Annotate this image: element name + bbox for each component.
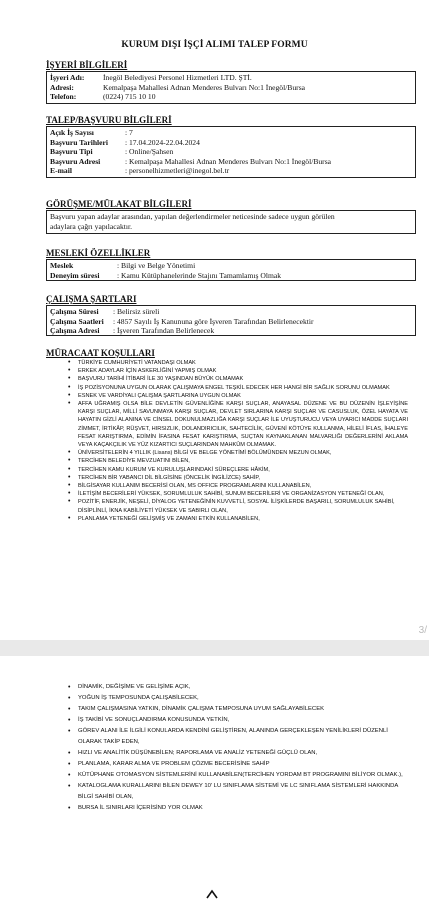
list-item: • TERCİHEN BELEDİYE MEVZUATINI BİLEN, [78,457,408,465]
list-item: • BURSA İL SINIRLARI İÇERİSİND YOR OLMAK [78,803,408,814]
page-number: 3/ [418,625,427,636]
list-item: • PLANLAMA, KARAR ALMA VE PROBLEM ÇÖZME BECERİSİNE SAHİP [78,759,408,770]
meslek-row: Deneyim süresi : Kamu Kütüphanelerinde Stajını Tamamlamış Olmak [50,270,282,280]
document-page-2 [0,656,429,900]
talep-box [46,126,416,178]
page-title: KURUM DIŞI İŞÇİ ALIMI TALEP FORMU [121,40,308,50]
list-item: • İLETİŞİM BECERİLERİ YÜKSEK, SORUMLULUK SAHİBİ, SUNUM BECERİLERİ VE ORGANİZASYON YETENEĞİ OLAN, [78,490,408,498]
calisma-box [46,305,416,336]
list-item: • İŞ TAKİBİ VE SONUÇLANDIRMA KONUSUNDA YETKİN, [78,715,408,726]
talep-row: Başvuru Adresi : Kemalpaşa Mahallesi Adnan Menderes Bulvarı No:1 İnegöl/Bursa [50,156,332,166]
section-heading-gorusme: GÖRÜŞME/MÜLAKAT BİLGİLERİ [46,199,192,209]
list-item: • KATALOGLAMA KURALLARINI BİLEN DEWEY 10' LU SINIFLAMA SİSTEMİ VE LC SINIFLAMA SİSTEMLERİ HAKKINDA BİLGİ SAHİBİ OLAN, [78,781,408,803]
talep-row: Başvuru Tipi : Online/Şahsen [50,147,174,156]
list-item: • TAKIM ÇALIŞMASINA YATKIN, DİNAMİK ÇALIŞMA TEMPOSUNA UYUM SAĞLAYABİLECEK [78,704,408,715]
list-item: • ESNEK VE VARDİYALI ÇALIŞMA ŞARTLARINA UYGUN OLMAK [78,392,408,400]
section-heading-meslek: MESLEKİ ÖZELLİKLER [46,248,151,258]
calisma-row: Çalışma Süresi : Belirsiz süreli [50,307,160,316]
calisma-row: Çalışma Adresi : İşveren Tarafından Belirlenecek [50,326,215,335]
list-item: • DİNAMİK, DEĞİŞİME VE GELİŞİME AÇIK, [78,682,408,693]
list-item: • BİLGİSAYAR KULLANIM BECERİSİ OLAN, MS OFFICE PROGRAMLARINI KULLANABİLEN, [78,482,408,490]
list-item: • KÜTÜPHANE OTOMASYON SİSTEMLERİNİ KULLANABİLEN(TERCİHEN YORDAM BT PROGRAMINI BİLİYOR OLMAK.), [78,770,408,781]
list-item: • HIZLI VE ANALİTİK DÜŞÜNEBİLEN; RAPORLAMA VE ANALİZ YETENEĞİ GÜÇLÜ OLAN, [78,748,408,759]
section-heading-muracaat: MÜRACAAT KOŞULLARI [46,348,155,358]
list-item: • PLANLAMA YETENEĞİ GELİŞMİŞ VE ZAMANI ETKİN KULLANABİLEN, [78,515,408,523]
list-item: • BAŞVURU TARİHİ İTİBARİ İLE 30 YAŞINDAN BÜYÜK OLMAMAK [78,375,408,383]
section-heading-isyeri: İŞYERİ BİLGİLERİ [46,60,128,70]
talep-row: Başvuru Tarihleri : 17.04.2024-22.04.2024 [50,137,200,147]
muracaat-list [78,359,408,523]
isyeri-row: Adresi: Kemalpaşa Mahallesi Adnan Menderes Bulvarı No:1 İnegöl/Bursa [50,82,306,92]
section-heading-calisma: ÇALIŞMA ŞARTLARI [46,294,137,304]
talep-row: E-mail : personelhizmetleri@inegol.bel.tr [50,166,230,175]
list-item: • GÖREV ALANI İLE İLGİLİ KONULARDA KENDİNİ GELİŞTİREN, ALANINDA GERÇEKLEŞEN YENİLİKLERİ DÜZENLİ OLARAK TAKİP EDEN, [78,726,408,748]
list-item: • POZİTİF, ENERJİK, NEŞELİ, DİYALOG YETENEĞİNİN KUVVETLİ, SOSYAL İLİŞKİLERDE BAŞARILI, SORUMLULUK SAHİBİ, DİSİPLİNLİ, İKNA KABİLİYETİ YÜKSEK VE SABIRLI OLAN, [78,498,408,514]
meslek-box [46,259,416,281]
talep-row: Açık İş Sayısı : 7 [50,128,133,137]
list-item: • ÜNİVERSİTELERİN 4 YILLIK (Lisans) BİLGİ VE BELGE YÖNETİMİ BÖLÜMÜNDEN MEZUN OLMAK, [78,449,408,457]
list-item: • AFFA UĞRAMIŞ OLSA BİLE DEVLETİN GÜVENLİĞİNE KARŞI SUÇLAR, ANAYASAL DÜZENE VE BU DÜZENİN İŞLEYİŞİNE KARŞI SUÇLAR, MİLLİ SAVUNMAYA KARŞI SUÇLAR, DEVLET SIRLARINA KARŞI SUÇLAR VE CASUSLUK, ÖZEL HAYATA VE HAYATIN GİZLİ ALANINA VE CİNSEL DOKUNULMAZLIĞA KARŞI SUÇLAR İLE UYUŞTURUCU VEYA UYARICI MADDE SUÇLARI ZİMMET, İRTİKÂP, RÜŞVET, HIRSIZLIK, DOLANDIRICILIK, SAHTECİLİK, GÜVENİ KÖTÜYE KULLANMA, HİLELİ İFLAS, İHALEYE FESAT KARIŞTIRMA, EDİMİN İFASINA FESAT KARIŞTIRMA, SUÇTAN KAYNAKLANAN MALVARLIĞI DEĞERLERİNİ AKLAMA VEYA KAÇAKÇILIK VE YÜZ KIZARTICI SUÇLARINDAN MAHKÛM OLMAMAK. [78,400,408,449]
list-item: • TÜRKİYE CUMHURİYETİ VATANDAŞI OLMAK [78,359,408,367]
list-item: • ERKEK ADAYLAR İÇİN ASKERLİĞİNİ YAPMIŞ OLMAK [78,367,408,375]
list-item: • İŞ POZİSYONUNA UYGUN OLARAK ÇALIŞMAYA ENGEL TEŞKİL EDECEK HER HANGİ BİR SAĞLIK SORUNU OLMAMAK [78,384,408,392]
caret-up-icon [205,888,219,900]
page2-list [78,682,408,814]
list-item: • TERCİHEN KAMU KURUM VE KURULUŞLARINDAKİ SÜREÇLERE HÂKİM, [78,466,408,474]
list-item: • TERCİHEN BİR YABANCI DİL BİLGİSİNE (ÖNCELİK İNGİLİZCE) SAHİP, [78,474,408,482]
isyeri-row: İşyeri Adı: İnegöl Belediyesi Personel Hizmetleri LTD. ŞTİ. [50,73,252,82]
meslek-row: Meslek : Bilgi ve Belge Yönetimi [50,261,196,270]
isyeri-box [46,71,416,104]
gorusme-text: Başvuru yapan adaylar arasından, yapılan değerlendirmeler neticesinde sadece uygun görülen adaylara çağrı yapılacaktır. [50,212,335,231]
section-heading-talep: TALEP/BAŞVURU BİLGİLERİ [46,115,172,125]
isyeri-row: Telefon: (0224) 715 10 10 [50,92,156,101]
gorusme-box [46,210,416,234]
list-item: • YOĞUN İŞ TEMPOSUNDA ÇALIŞABİLECEK, [78,693,408,704]
calisma-row: Çalışma Saatleri : 4857 Sayılı İş Kanununa göre İşveren Tarafından Belirlenecektir [50,316,314,326]
